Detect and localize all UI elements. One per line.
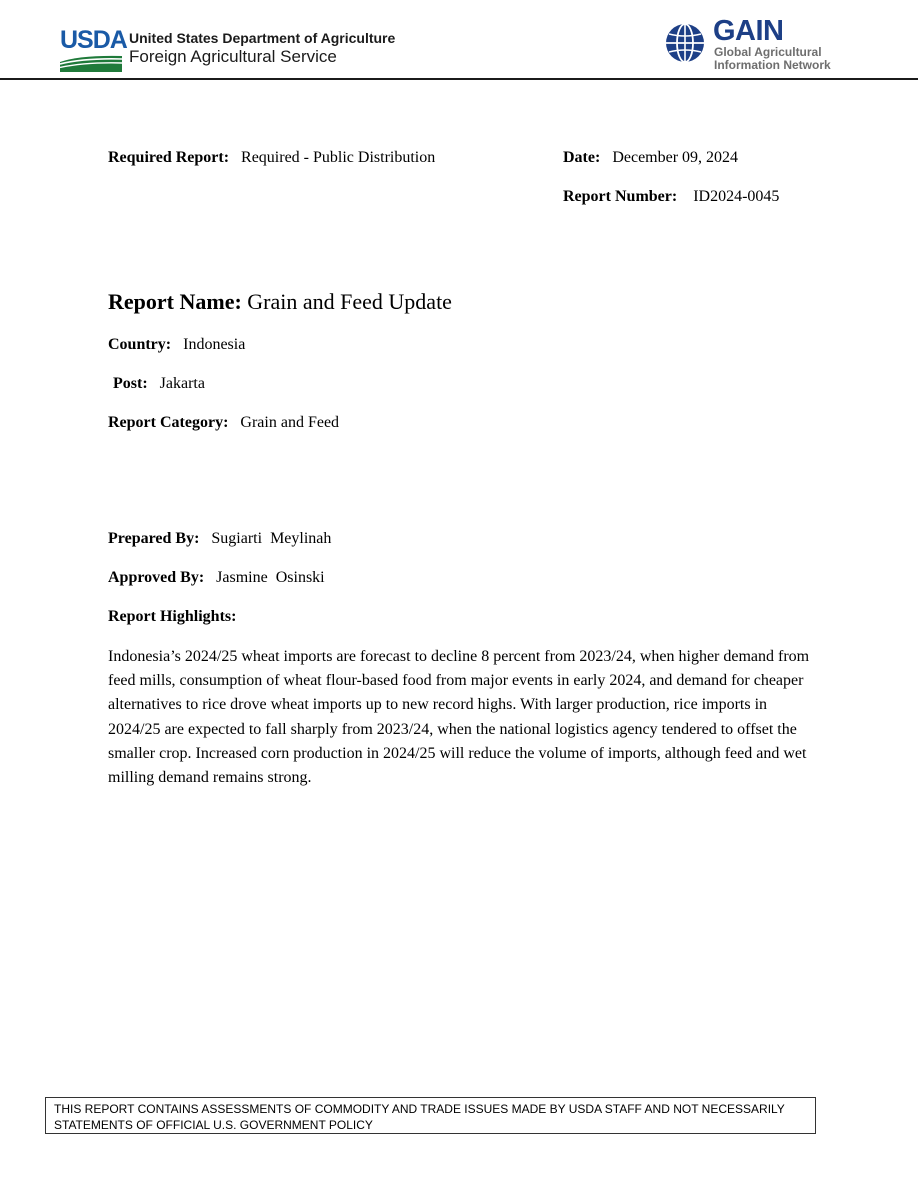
department-name: United States Department of Agriculture: [129, 30, 396, 46]
globe-icon: [664, 22, 706, 64]
country-label: Country:: [108, 336, 172, 353]
report-category-label: Report Category:: [108, 414, 229, 431]
post-label: Post:: [113, 375, 148, 392]
report-number-value: ID2024-0045: [693, 188, 780, 205]
report-highlights-heading: Report Highlights:: [108, 608, 237, 625]
usda-logo: [60, 26, 127, 72]
report-category-value: Grain and Feed: [240, 414, 340, 431]
usda-swoosh-icon: [60, 54, 122, 72]
required-report-value: Required - Public Distribution: [241, 149, 436, 166]
prepared-by-value: Sugiarti Meylinah: [211, 530, 332, 547]
gain-title: GAIN: [713, 15, 784, 47]
report-highlights-text: Indonesia’s 2024/25 wheat imports are forecast to decline 8 percent from 2023/24, when higher demand from feed mills, consumption of wheat flour-based food from major events in early 2024, and demand for cheaper alternatives to rice drove wheat imports up to new record highs. With larger production, rice imports in 2024/25 are expected to fall sharply from 2023/24, when the national logistics agency tendered to offset the smaller crop. Increased corn production in 2024/25 will reduce the volume of imports, although feed and wet milling demand remains strong.: [108, 648, 810, 787]
report-category-row: [108, 413, 339, 433]
header-divider: [0, 78, 918, 80]
usda-logo-text: USDA: [60, 26, 127, 54]
report-name-label: Report Name:: [108, 289, 242, 314]
required-report-label: Required Report:: [108, 149, 230, 166]
country-value: Indonesia: [183, 336, 246, 353]
gain-subtitle-line-2: Information Network: [714, 58, 831, 72]
approved-by-value: Jasmine Osinski: [216, 569, 325, 586]
post-row: [113, 374, 205, 394]
disclaimer-box: [45, 1097, 816, 1134]
prepared-by-row: [108, 529, 331, 549]
post-value: Jakarta: [159, 375, 205, 392]
country-row: [108, 335, 245, 355]
date-value: December 09, 2024: [612, 149, 739, 166]
required-report-row: [108, 148, 435, 168]
agency-name: Foreign Agricultural Service: [129, 47, 337, 66]
prepared-by-label: Prepared By:: [108, 530, 200, 547]
report-number-row: [563, 187, 779, 207]
date-row: [563, 148, 738, 168]
approved-by-row: [108, 568, 325, 588]
date-label: Date:: [563, 149, 601, 166]
disclaimer-text: THIS REPORT CONTAINS ASSESSMENTS OF COMMODITY AND TRADE ISSUES MADE BY USDA STAFF AND NOT NECESSARILY STATEMENTS OF OFFICIAL U.S. GOVERNMENT POLICY: [54, 1102, 785, 1132]
report-name-row: [108, 289, 452, 315]
approved-by-label: Approved By:: [108, 569, 205, 586]
gain-subtitle-line-1: Global Agricultural: [714, 45, 822, 59]
report-name-value: Grain and Feed Update: [247, 289, 452, 314]
report-number-label: Report Number:: [563, 188, 678, 205]
